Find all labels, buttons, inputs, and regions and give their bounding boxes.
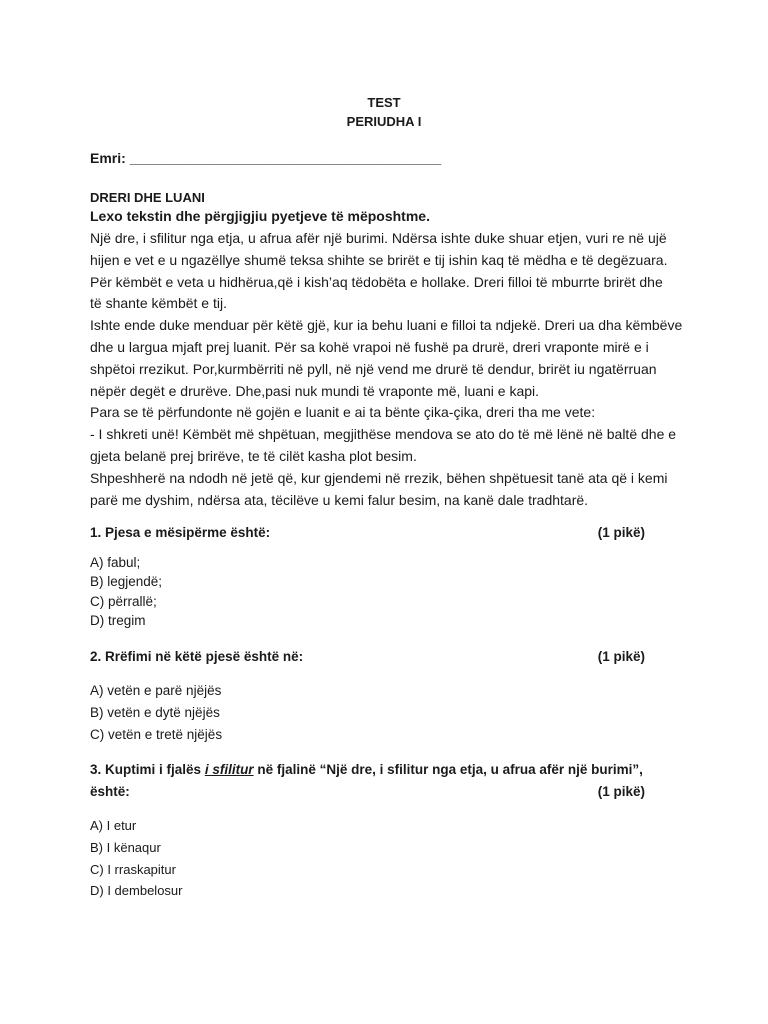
answer-option: D) I dembelosur	[90, 883, 183, 899]
question-1-options	[90, 553, 162, 630]
answer-option: C) I rraskapitur	[90, 861, 176, 877]
answer-option: A) fabul;	[90, 555, 141, 570]
answer-option: D) tregim	[90, 612, 146, 628]
question-3-options	[90, 815, 182, 902]
answer-option: C) përrallë;	[90, 593, 157, 609]
name-field	[90, 150, 441, 166]
question-points: (1 pikë)	[597, 784, 645, 799]
story-line: Ishte ende duke menduar për këtë gjë, kur ia behu luani e filloi ta ndjekë. Dreri ua dha këmbëve	[90, 317, 683, 334]
story-line: të shante këmbët e tij.	[90, 295, 227, 312]
answer-option: C) vetën e tretë njëjës	[90, 726, 223, 742]
story-line: parë me dyshim, ndërsa ata, tëcilëve u kemi falur besim, na kanë dale tradhtarë.	[90, 491, 589, 508]
question-number: 2.	[90, 649, 102, 664]
answer-option: B) legjendë;	[90, 574, 163, 590]
story-line: Një dre, i sfilitur nga etja, u afrua afër një burimi. Ndërsa ishte duke shuar etjen, vuri re në ujë	[90, 230, 667, 246]
question-points: (1 pikë)	[597, 649, 645, 664]
question-3	[90, 762, 643, 777]
story-line: dhe u largua mjaft prej luanit. Për sa kohë vrapoi në fushë pa drurë, dreri vraponte mirë e i	[90, 338, 649, 355]
story-line: shpëtoi rrezikut. Por,kurmbërriti në pyll, në një vend me drurë të dendur, brirët iu ngatërruan	[90, 360, 657, 377]
question-2	[90, 649, 303, 664]
question-3-line2: është:	[90, 784, 130, 799]
question-keyword: i sfilitur	[204, 762, 254, 777]
answer-option: A) I etur	[90, 818, 137, 833]
test-title: TEST	[367, 95, 401, 110]
answer-option: B) I kënaqur	[90, 839, 161, 855]
story-line: Për këmbët e veta u hidhërua,që i kish’aq tëdobëta e hollake. Dreri filloi të mburrte brirët dhe	[90, 273, 663, 290]
answer-option: A) vetën e parë njëjës	[90, 683, 222, 698]
answer-option: B) vetën e dytë njëjës	[90, 704, 220, 720]
story-line: Para se të përfundonte në gojën e luanit e ai ta bënte çika-çika, dreri tha me vete:	[90, 404, 596, 421]
test-subtitle: PERIUDHA I	[346, 114, 422, 129]
question-number: 1.	[90, 525, 102, 540]
story-instruction: Lexo tekstin dhe përgjigjiu pyetjeve të mëposhtme.	[90, 208, 430, 224]
name-blank: ________________________________________	[129, 150, 442, 166]
story-line: gjeta belanë prej brirëve, te të cilët kasha plot besim.	[90, 447, 417, 464]
story-line: - I shkreti unë! Këmbët më shpëtuan, megjithëse mendova se ato do të më lënë në baltë dhe e	[90, 426, 677, 443]
question-1	[90, 525, 270, 540]
question-2-options	[90, 680, 222, 745]
question-text: Pjesa e mësipërme është:	[105, 525, 271, 540]
question-text: Rrëfimi në këtë pjesë është në:	[105, 649, 304, 664]
story-text	[90, 228, 683, 511]
story-line: Shpeshherë na ndodh në jetë që, kur gjendemi në rrezik, bëhen shpëtuesit tanë ata që i kemi	[90, 469, 668, 486]
story-line: nëpër degët e drurëve. Dhe,pasi nuk mundi të vraponte më, luani e kapi.	[90, 382, 540, 399]
question-text-after: në fjalinë “Një dre, i sfilitur nga etja, u afrua afër një burimi”,	[253, 762, 643, 777]
story-line: hijen e vet e u ngazëllye shumë teksa shihte se brirët e tij ishin kaq të mëdha e të degëzuara.	[90, 251, 668, 268]
story-title: DRERI DHE LUANI	[90, 190, 205, 205]
question-number: 3.	[90, 762, 102, 777]
question-points: (1 pikë)	[597, 525, 645, 540]
question-text-before: Kuptimi i fjalës	[105, 762, 205, 777]
name-label: Emri:	[90, 150, 126, 166]
